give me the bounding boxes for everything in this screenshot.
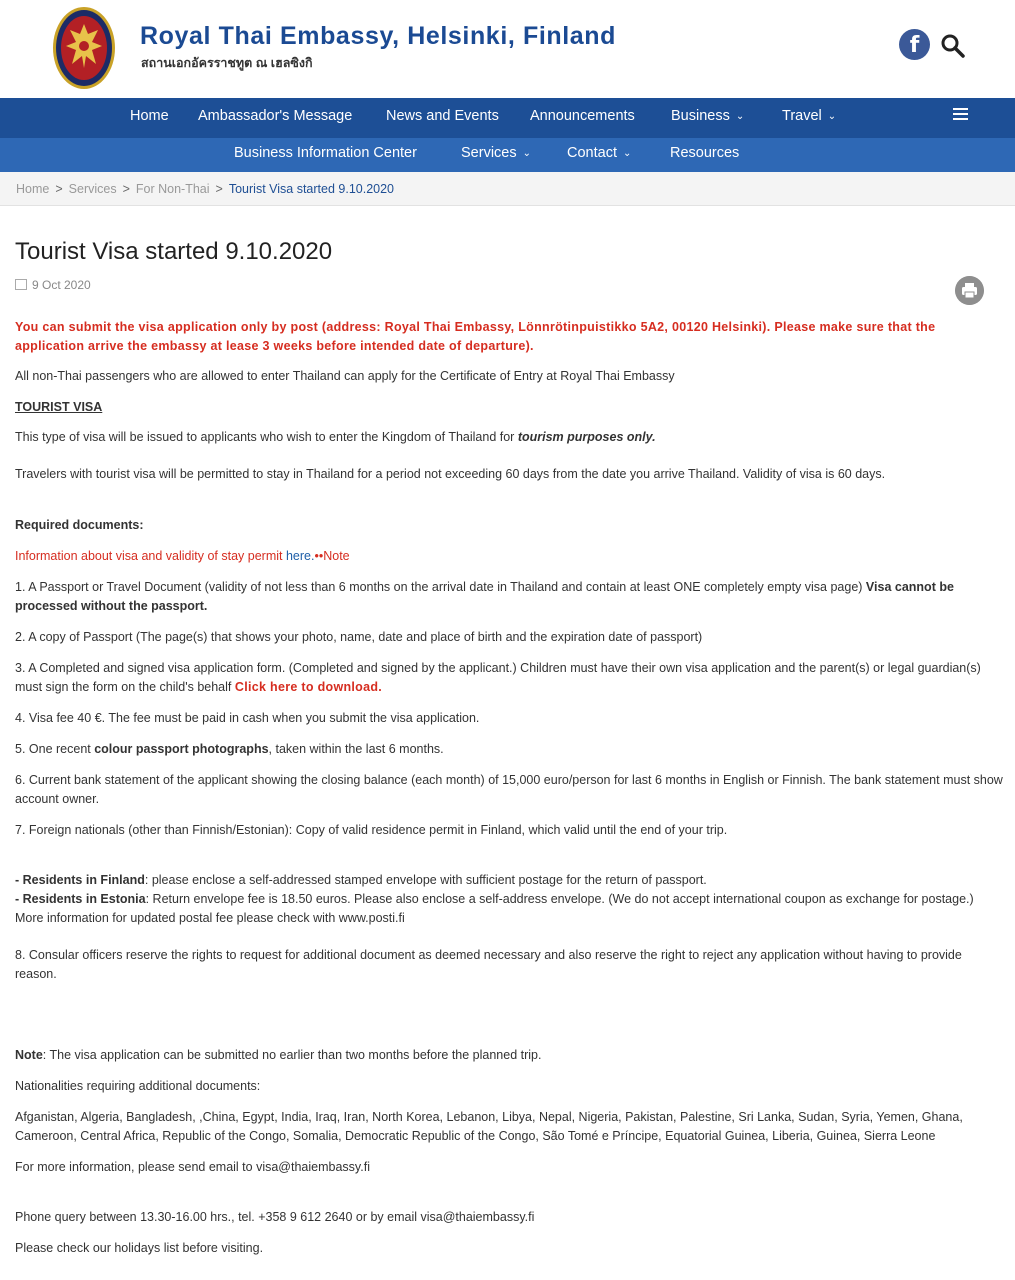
doc-item-5-pre: 5. One recent — [15, 742, 95, 756]
article-body — [15, 318, 1003, 1270]
facebook-icon[interactable]: f — [899, 29, 930, 60]
site-title[interactable]: Royal Thai Embassy, Helsinki, Finland — [140, 22, 617, 50]
postal-submission-notice: You can submit the visa application only by post (address: Royal Thai Embassy, Lönnrötinpuistikko 5A2, 00120 Helsinki). Please make sure that the application arrive the embassy at lease 3 weeks before intended date of departure). — [15, 320, 936, 353]
primary-nav — [0, 98, 1015, 138]
embassy-emblem-logo[interactable] — [52, 6, 116, 90]
nav-business-label: Business — [671, 108, 730, 124]
secondary-nav — [0, 138, 1015, 172]
intro-paragraph: All non-Thai passengers who are allowed to enter Thailand can apply for the Certificate of Entry at Royal Thai Embassy — [15, 369, 675, 383]
info-note: ••Note — [314, 549, 350, 563]
print-icon[interactable] — [955, 276, 984, 305]
chevron-down-icon: ⌄ — [735, 111, 745, 122]
residents-estonia-text: : Return envelope fee is 18.50 euros. Please also enclose a self-address envelope. (We do not accept international coupon as exchange for postage.) More information for updated postal fee please check with www.posti.fi — [15, 892, 974, 925]
doc-item-8: 8. Consular officers reserve the rights to request for additional document as deemed necessary and also reserve the right to reject any application without having to provide reason. — [15, 948, 962, 981]
nav-news-and-events[interactable] — [386, 108, 499, 124]
visa-type-text: This type of visa will be issued to applicants who wish to enter the Kingdom of Thailand for — [15, 430, 518, 444]
chevron-down-icon: ⌄ — [827, 111, 837, 122]
doc-item-1-text: 1. A Passport or Travel Document (validity of not less than 6 months on the arrival date in Thailand and contain at least ONE completely empty visa page) — [15, 580, 866, 594]
required-documents-heading: Required documents: — [15, 518, 144, 532]
nav-resources[interactable] — [670, 145, 739, 161]
doc-item-4: 4. Visa fee 40 €. The fee must be paid in cash when you submit the visa application. — [15, 711, 480, 725]
doc-item-2: 2. A copy of Passport (The page(s) that shows your photo, name, date and place of birth and the expiration date of passport) — [15, 630, 703, 644]
chevron-down-icon: ⌄ — [522, 148, 531, 159]
nav-services[interactable] — [461, 145, 531, 161]
nav-announcements[interactable] — [530, 108, 635, 124]
info-text: Information about visa and validity of stay permit — [15, 549, 286, 563]
breadcrumb — [0, 172, 1015, 206]
nav-travel[interactable] — [782, 108, 836, 124]
site-header — [0, 0, 1015, 98]
calendar-icon — [15, 279, 27, 290]
doc-item-6: 6. Current bank statement of the applicant showing the closing balance (each month) of 15,000 euro/person for last 6 months in English or Finnish. The bank statement must show account owner. — [15, 773, 1003, 806]
doc-item-1 — [15, 578, 1003, 616]
section-heading-tourist-visa: TOURIST VISA — [15, 400, 103, 414]
doc-item-3-text: 3. A Completed and signed visa application form. (Completed and signed by the applicant.) Children must have their own visa application and the parent(s) or legal guardian(s) must sign the form on the child's behalf — [15, 661, 981, 694]
nav-home-label: Home — [130, 108, 169, 124]
breadcrumb-separator: > — [215, 182, 223, 196]
site-subtitle: สถานเอกอัครราชทูต ณ เฮลซิงกิ — [141, 56, 313, 70]
breadcrumb-home[interactable]: Home — [16, 182, 50, 196]
more-info-paragraph: For more information, please send email to visa@thaiembassy.fi — [15, 1160, 370, 1174]
chevron-down-icon: ⌄ — [622, 148, 632, 159]
search-icon[interactable] — [940, 33, 966, 59]
phone-paragraph: Phone query between 13.30-16.00 hrs., tel. +358 9 612 2640 or by email visa@thaiembassy.fi — [15, 1210, 535, 1224]
nav-home[interactable] — [130, 108, 169, 124]
note-text: : The visa application can be submitted no earlier than two months before the planned trip. — [42, 1048, 542, 1062]
nav-announcements-label: Announcements — [530, 108, 635, 124]
nav-news-and-events-label: News and Events — [386, 108, 499, 124]
nationalities-list: Afganistan, Algeria, Bangladesh, ,China, Egypt, India, Iraq, Iran, North Korea, Lebanon, Libya, Nepal, Nigeria, Pakistan, Palestine, Sri Lanka, Sudan, Syria, Yemen, Ghana, Cameroon, Central Africa, Republic of the Congo, Somalia, Democratic Republic of the Congo, São Tomé e Príncipe, Equatorial Guinea, Liberia, Guinea, Sierra Leone — [15, 1110, 963, 1143]
info-paragraph — [15, 547, 1003, 566]
breadcrumb-services[interactable]: Services — [68, 182, 117, 196]
visa-type-paragraph — [15, 428, 1003, 447]
breadcrumb-separator: > — [55, 182, 63, 196]
nav-business-information-center-label: Business Information Center — [234, 145, 417, 161]
note-paragraph — [15, 1046, 1003, 1065]
residents-finland — [15, 871, 1003, 890]
download-form-link[interactable]: Click here to download. — [234, 680, 383, 694]
doc-item-1-bold: Visa cannot be processed without the passport. — [15, 580, 954, 613]
nav-business-information-center[interactable] — [234, 145, 417, 161]
breadcrumb-current: Tourist Visa started 9.10.2020 — [228, 182, 395, 196]
nav-ambassadors-message[interactable] — [198, 108, 352, 124]
nav-services-label: Services — [461, 145, 517, 161]
residents-finland-label: - Residents in Finland — [15, 873, 145, 887]
publish-date — [15, 278, 91, 292]
doc-item-3 — [15, 659, 1003, 697]
nav-travel-label: Travel — [782, 108, 822, 124]
note-label: Note — [15, 1048, 43, 1062]
residents-estonia — [15, 890, 1003, 928]
breadcrumb-for-non-thai[interactable]: For Non-Thai — [135, 182, 210, 196]
doc-item-5 — [15, 740, 1003, 759]
hamburger-menu-icon[interactable] — [953, 108, 968, 122]
nav-contact[interactable] — [567, 145, 631, 161]
holidays-paragraph: Please check our holidays list before visiting. — [15, 1241, 264, 1255]
doc-item-5-post: , taken within the last 6 months. — [268, 742, 444, 756]
nationalities-heading: Nationalities requiring additional documents: — [15, 1079, 261, 1093]
nav-contact-label: Contact — [567, 145, 617, 161]
doc-item-7: 7. Foreign nationals (other than Finnish/Estonian): Copy of valid residence permit in Finland, which valid until the end of your trip. — [15, 823, 728, 837]
page-title: Tourist Visa started 9.10.2020 — [15, 238, 333, 265]
nav-ambassadors-message-label: Ambassador's Message — [198, 108, 353, 124]
nav-resources-label: Resources — [670, 145, 740, 161]
residents-finland-text: : please enclose a self-addressed stamped envelope with sufficient postage for the return of passport. — [144, 873, 707, 887]
info-here-link[interactable]: here. — [285, 549, 315, 563]
residents-estonia-label: - Residents in Estonia — [15, 892, 146, 906]
breadcrumb-separator: > — [122, 182, 130, 196]
doc-item-5-bold: colour passport photographs — [94, 742, 269, 756]
nav-business[interactable] — [671, 108, 744, 124]
stay-duration-paragraph: Travelers with tourist visa will be permitted to stay in Thailand for a period not exceeding 60 days from the date you arrive Thailand. Validity of visa is 60 days. — [15, 467, 886, 481]
visa-type-emphasis: tourism purposes only. — [517, 430, 656, 444]
publish-date-text: 9 Oct 2020 — [32, 278, 91, 292]
